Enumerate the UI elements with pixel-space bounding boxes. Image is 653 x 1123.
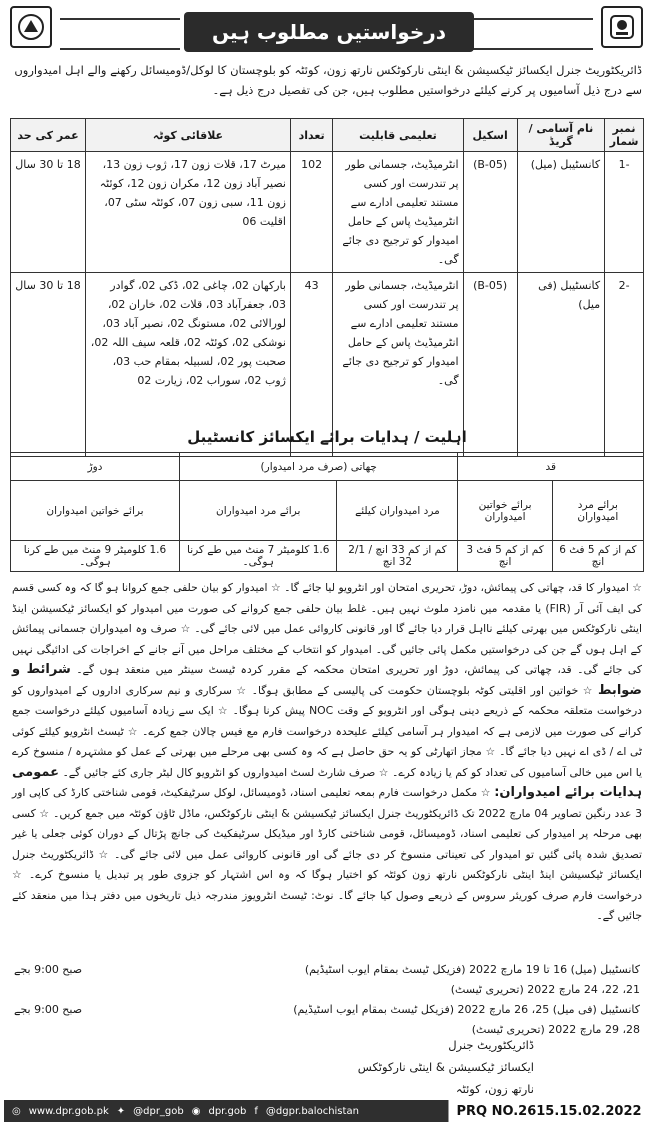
schedule-male-physical: کانسٹیبل (میل) 16 تا 19 مارچ 2022 (فزیکل ٹیسٹ بمقام ایوب اسٹیڈیم) xyxy=(304,963,640,976)
table-row xyxy=(11,541,644,572)
col-header-education: تعلیمی قابلیت xyxy=(333,119,463,152)
col-header-age: عمر کی حد xyxy=(11,119,86,152)
globe-icon: ◎ xyxy=(12,1105,21,1117)
cell-education: انٹرمیڈیٹ، جسمانی طور پر تندرست اور کسی مستند تعلیمی ادارے سے انٹرمیڈیٹ پاس کے حامل امیدوار کو ترجیح دی جائے گی۔ xyxy=(333,273,463,457)
schedule-male-written: 21، 22، 24 مارچ 2022 (تحریری ٹیسٹ) xyxy=(450,983,640,996)
schedule-male-time: صبح 9:00 بجے xyxy=(14,963,83,976)
run-header: دوڑ xyxy=(11,453,180,481)
table-row xyxy=(11,481,644,541)
balochistan-govt-logo-icon xyxy=(10,6,52,48)
height-header: قد xyxy=(458,453,644,481)
rules-heading: شرائط و ضوابط xyxy=(12,662,642,698)
cell-count: 43 xyxy=(290,273,332,457)
instructions-paragraph: ☆ امیدوار کا قد، چھاتی کی پیمائش، دوڑ، تحریری امتحان اور انٹرویو لیا جائے گا۔ ☆ امیدوار کو بیان حلفی جمع کروانا ہو گا کہ وہ کسی قسم کی ایف آئی آر (FIR) یا مقدمہ میں نامزد ملوث نہیں ہیں۔ غلط بیان حلفی جمع کروانے کی صورت میں امیدوار کو ایکسائز ٹیکسیشن اینڈ اینٹی نارکوٹکس میں بھرتی کیلئے نااہل قرار دیا جائے گا اور قانونی کاروائی عمل میں لائی جائے گی۔ ☆ صرف وہ امیدواران جسمانی پیمائش کے اہل ہوں گے جن کی درخواستیں مکمل پائی جائیں گی۔ امیدوار کو انتخاب کے مختلف مراحل میں آنے جانے کے اخراجات کی ادائیگی نہیں کی جائے گی۔ قد، چھاتی کی پیمائش، دوڑ اور تحریری امتحان محکمہ کے مقرر کردہ ٹیسٹ سینٹر میں منعقد ہوں گے۔ xyxy=(12,581,642,676)
chest-header: چھاتی (صرف مرد امیدوار) xyxy=(180,453,458,481)
website-link[interactable]: www.dpr.gob.pk xyxy=(28,1105,109,1117)
male-chest-label: مرد امیدواران کیلئے xyxy=(337,481,458,541)
test-schedule xyxy=(14,960,640,1040)
facebook-handle[interactable]: @dgpr.balochistan xyxy=(265,1105,359,1117)
table-row xyxy=(11,453,644,481)
eligibility-heading: اہلیت / ہدایات برائے ایکسائز کانسٹیبل xyxy=(187,428,467,446)
male-chest-value: کم از کم 33 انچ / 2/1 32 انچ xyxy=(337,541,458,572)
schedule-female-written: 28، 29 مارچ 2022 (تحریری ٹیسٹ) xyxy=(471,1023,640,1036)
cell-scale: (B-05) xyxy=(463,273,517,457)
schedule-row-male xyxy=(14,960,640,980)
col-header-scale: اسکیل xyxy=(463,119,517,152)
instagram-handle[interactable]: dpr.gob xyxy=(208,1105,247,1117)
signature-line-1: ڈائریکٹوریٹ جنرل xyxy=(448,1038,534,1052)
intro-text: ڈائریکٹوریٹ جنرل ایکسائز ٹیکسیشن & اینٹی نارکوٹکس نارتھ زون، کوئٹہ کو بلوچستان کا لوکل/ڈومیسائل رکھنے والے اہل امیدواروں سے درج ذیل آسامیوں پر کرنے کیلئے درخواستیں مطلوب ہیں، جن کی تفصیل درج ذیل ہے۔ xyxy=(14,63,642,97)
col-header-quota: علاقائی کوٹہ xyxy=(86,119,291,152)
female-run-label: برائے خواتین امیدواران xyxy=(11,481,180,541)
cell-post: کانسٹیبل (میل) xyxy=(517,152,604,273)
table-header-row xyxy=(11,119,644,152)
excise-department-logo-icon xyxy=(601,6,643,48)
twitter-icon: ✦ xyxy=(116,1105,126,1117)
signature-block xyxy=(334,1034,534,1100)
prq-number: PRQ NO.2615.15.02.2022 xyxy=(448,1100,649,1122)
male-height-value: کم از کم 5 فٹ 6 انچ xyxy=(552,541,643,572)
posts-table xyxy=(10,118,644,457)
general-instructions-heading: عمومی ہدایات برائے امیدواران: xyxy=(12,764,642,800)
male-run-value: 1.6 کلومیٹر 7 منٹ میں طے کرنا ہوگی۔ xyxy=(180,541,337,572)
schedule-female-time: صبح 9:00 بجے xyxy=(14,1003,83,1016)
cell-count: 102 xyxy=(290,152,332,273)
facebook-icon: f xyxy=(254,1105,258,1117)
female-height-value: کم از کم 5 فٹ 3 انچ xyxy=(458,541,552,572)
advertisement-page xyxy=(4,0,649,1123)
twitter-handle[interactable]: @dpr_gob xyxy=(133,1105,184,1117)
cell-scale: (B-05) xyxy=(463,152,517,273)
female-run-value: 1.6 کلومیٹر 9 منٹ میں طے کرنا ہوگی۔ xyxy=(11,541,180,572)
signature-line-2: ایکسائز ٹیکسیشن & اینٹی نارکوٹکس نارتھ زون، کوئٹہ xyxy=(357,1060,534,1096)
cell-post: کانسٹیبل (فی میل) xyxy=(517,273,604,457)
schedule-row-female xyxy=(14,1000,640,1020)
banner-ornament xyxy=(473,18,593,50)
instagram-icon: ◉ xyxy=(191,1105,201,1117)
cell-education: انٹرمیڈیٹ، جسمانی طور پر تندرست اور کسی مستند تعلیمی ادارے سے انٹرمیڈیٹ پاس کے حامل امیدوار کو ترجیح دی جائے گی۔ xyxy=(333,152,463,273)
male-run-label: برائے مرد امیدواران xyxy=(180,481,337,541)
cell-serial: -1 xyxy=(605,152,644,273)
rules-paragraph: ☆ خواتین اور اقلیتی کوٹہ بلوچستان حکومت کی پالیسی کے مطابق ہوگا۔ ☆ سرکاری و نیم سرکاری اداروں کے امیدواروں کو درخواست متعلقہ محکمہ کے ذریعے دینی ہوگی اور انٹرویو کے وقت NOC پیش کرنا ہوگا۔ ☆ ایک سے زیادہ آسامیوں کیلئے درخواست جمع کرانے کی صورت میں لازمی ہے کہ امیدوار ہر آسامی کیلئے علیحدہ درخواست فارم مع فیس چالان جمع کرے۔ ☆ ٹیسٹ انٹرویو کیلئے کوئی ٹی اے / ڈی اے نہیں دیا جائے گا۔ ☆ مجاز اتھارٹی کو یہ حق حاصل ہے کہ وہ کسی بھی مرحلے میں بھرتی کے عمل کو مشتہرہ / منسوخ کرے یا اس میں خالی آسامیوں کی تعداد کو کم یا زیادہ کرے۔ ☆ صرف شارٹ لسٹ امیدواروں کو انٹرویو کال لیٹر جاری کئے جائیں گے۔ xyxy=(12,683,642,779)
cell-serial: -2 xyxy=(605,273,644,457)
table-row xyxy=(11,152,644,273)
footer-bar xyxy=(4,1100,649,1122)
col-header-serial: نمبر شمار xyxy=(605,119,644,152)
cell-quota: میرٹ 17، قلات زون 17، ژوب زون 13، نصیر آباد زون 12، مکران زون 12، کوئٹہ زون 11، سبی زون 07، کوئٹہ سٹی 07، اقلیت 06 xyxy=(86,152,291,273)
general-instructions-paragraph: ☆ مکمل درخواست فارم بمعہ تعلیمی اسناد، ڈومیسائل، لوکل سرٹیفکیٹ، قومی شناختی کارڈ کی کاپی اور 3 عدد رنگین تصاویر 04 مارچ 2022 تک ڈائریکٹوریٹ جنرل ایکسائز ٹیکسیشن & اینٹی نارکوٹکس، ماڈل ٹاؤن کوئٹہ میں جمع کریں۔ ☆ کسی بھی مرحلہ پر امیدوار کی تعلیمی اسناد، ڈومیسائل، قومی شناختی کارڈ اور میڈیکل سرٹیفکیٹ کی جانچ پڑتال کے دوران کوئی جعلی یا غیر تصدیق شدہ پائی گئیں تو امیدوار کی تعیناتی منسوخ کر دی جائے گی اور قانونی کاروائی عمل میں لائی جائے گی۔ ☆ ڈائریکٹوریٹ جنرل ایکسائز ٹیکسیشن اینڈ اینٹی نارکوٹکس نارتھ زون کوئٹہ کو اختیار ہوگا کہ وہ اس اشتہار کو جزوی طور پر تبدیل یا منسوخ کرے۔ ☆ درخواست فارم صرف کوریئر سروس کے ذریعے وصول کیا جائے گا۔ نوٹ: ٹیسٹ انٹرویوز مندرجہ ذیل تاریخوں میں دفتر ہذا میں منعقد کئے جائیں گے۔ xyxy=(12,786,642,922)
col-header-post: نام آسامی / گریڈ xyxy=(517,119,604,152)
col-header-count: تعداد xyxy=(290,119,332,152)
banner-ornament xyxy=(60,18,180,50)
instructions-text xyxy=(12,578,642,927)
cell-quota: بارکھان 02، چاغی 02، ڈکی 02، گوادر 03، جعفرآباد 03، قلات 02، خاران 02، لورالائی 02، مستونگ 02، نصیر آباد 03، نوشکی 02، کوئٹہ 02، قلعہ سیف اللہ 02، صحبت پور 02، لسبیلہ بمقام حب 03، ژوب 02، سوراب 02، زیارت 02 xyxy=(86,273,291,457)
page-title: درخواستیں مطلوب ہیں xyxy=(184,12,474,52)
cell-age: 18 تا 30 سال xyxy=(11,273,86,457)
male-height-label: برائے مرد امیدواران xyxy=(552,481,643,541)
schedule-female-physical: کانسٹیبل (فی میل) 25، 26 مارچ 2022 (فزیکل ٹیسٹ بمقام ایوب اسٹیڈیم) xyxy=(293,1003,640,1016)
cell-age: 18 تا 30 سال xyxy=(11,152,86,273)
female-height-label: برائے خواتین امیدواران xyxy=(458,481,552,541)
physical-requirements-table xyxy=(10,452,644,572)
